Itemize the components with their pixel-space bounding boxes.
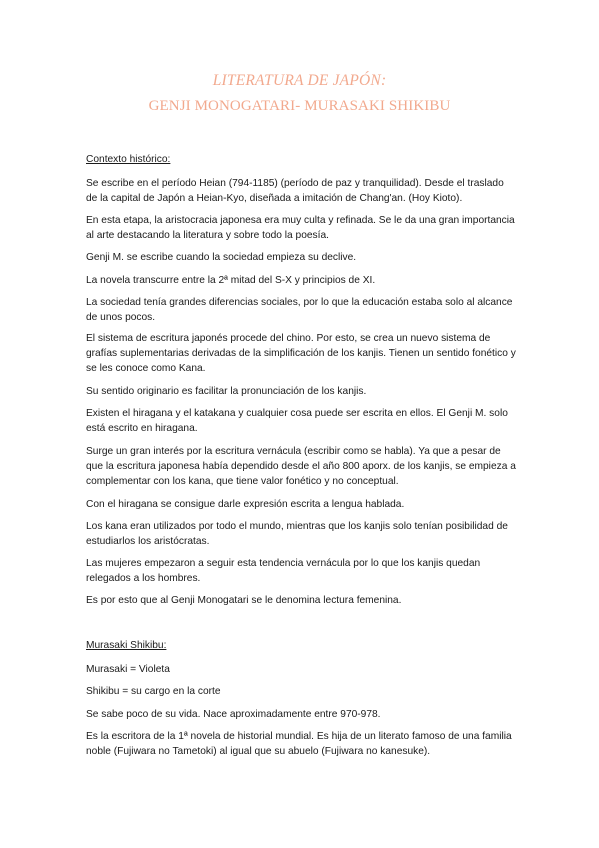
section-heading-contexto: [86, 152, 516, 167]
paragraph: Murasaki = Violeta: [86, 664, 170, 675]
paragraph: Su sentido originario es facilitar la pronunciación de los kanjis.: [86, 386, 367, 397]
paragraph: Con el hiragana se consigue darle expresión escrita a lengua hablada.: [86, 499, 405, 510]
paragraph: La sociedad tenía grandes diferencias sociales, por lo que la educación estaba solo al alcance de unos pocos.: [86, 297, 513, 323]
paragraph: Es la escritora de la 1ª novela de historial mundial. Es hija de un literato famoso de una familia noble (Fujiwara no Tametoki) al igual que su abuelo (Fujiwara no kanesuke).: [86, 731, 512, 757]
paragraph: El sistema de escritura japonés procede del chino. Por esto, se crea un nuevo sistema de grafías suplementarias derivadas de la simplificación de los kanjis. Tienen un sentido fonético y se les conoce como Kana.: [86, 333, 516, 374]
paragraph: Los kana eran utilizados por todo el mundo, mientras que los kanjis solo tenían posibilidad de estudiarlos los aristócratas.: [86, 521, 508, 547]
paragraph: Genji M. se escribe cuando la sociedad empieza su declive.: [86, 252, 357, 263]
paragraph: Surge un gran interés por la escritura vernácula (escribir como se habla). Ya que a pesar de que la escritura japonesa había dependido desde el año 800 aporx. de los kanjis, se empieza a complementar con los kana, que tiene valor fonético y no conceptual.: [86, 446, 516, 487]
document-title: LITERATURA DE JAPÓN:: [212, 72, 387, 89]
section-heading-murasaki: [86, 638, 516, 653]
paragraph: Las mujeres empezaron a seguir esta tendencia vernácula por lo que los kanjis quedan relegados a los hombres.: [86, 558, 481, 584]
paragraph: Existen el hiragana y el katakana y cualquier cosa puede ser escrita en ellos. El Genji M. solo está escrito en hiragana.: [86, 408, 508, 434]
paragraph: Se escribe en el período Heian (794-1185) (período de paz y tranquilidad). Desde el traslado de la capital de Japón a Heian-Kyo, diseñada a imitación de Chang'an. (Hoy Kioto).: [86, 178, 504, 204]
document-subtitle: GENJI MONOGATARI- MURASAKI SHIKIBU: [148, 98, 451, 114]
paragraph: En esta etapa, la aristocracia japonesa era muy culta y refinada. Se le da una gran importancia al arte destacando la literatura y sobre todo la poesía.: [86, 215, 515, 241]
paragraph: La novela transcurre entre la 2ª mitad del S-X y principios de XI.: [86, 275, 376, 286]
paragraph: Es por esto que al Genji Monogatari se le denomina lectura femenina.: [86, 595, 402, 606]
paragraph: Shikibu = su cargo en la corte: [86, 686, 221, 697]
section-heading: Contexto histórico:: [86, 154, 171, 165]
section-heading: Murasaki Shikibu:: [86, 640, 167, 651]
paragraph: Se sabe poco de su vida. Nace aproximadamente entre 970-978.: [86, 709, 381, 720]
